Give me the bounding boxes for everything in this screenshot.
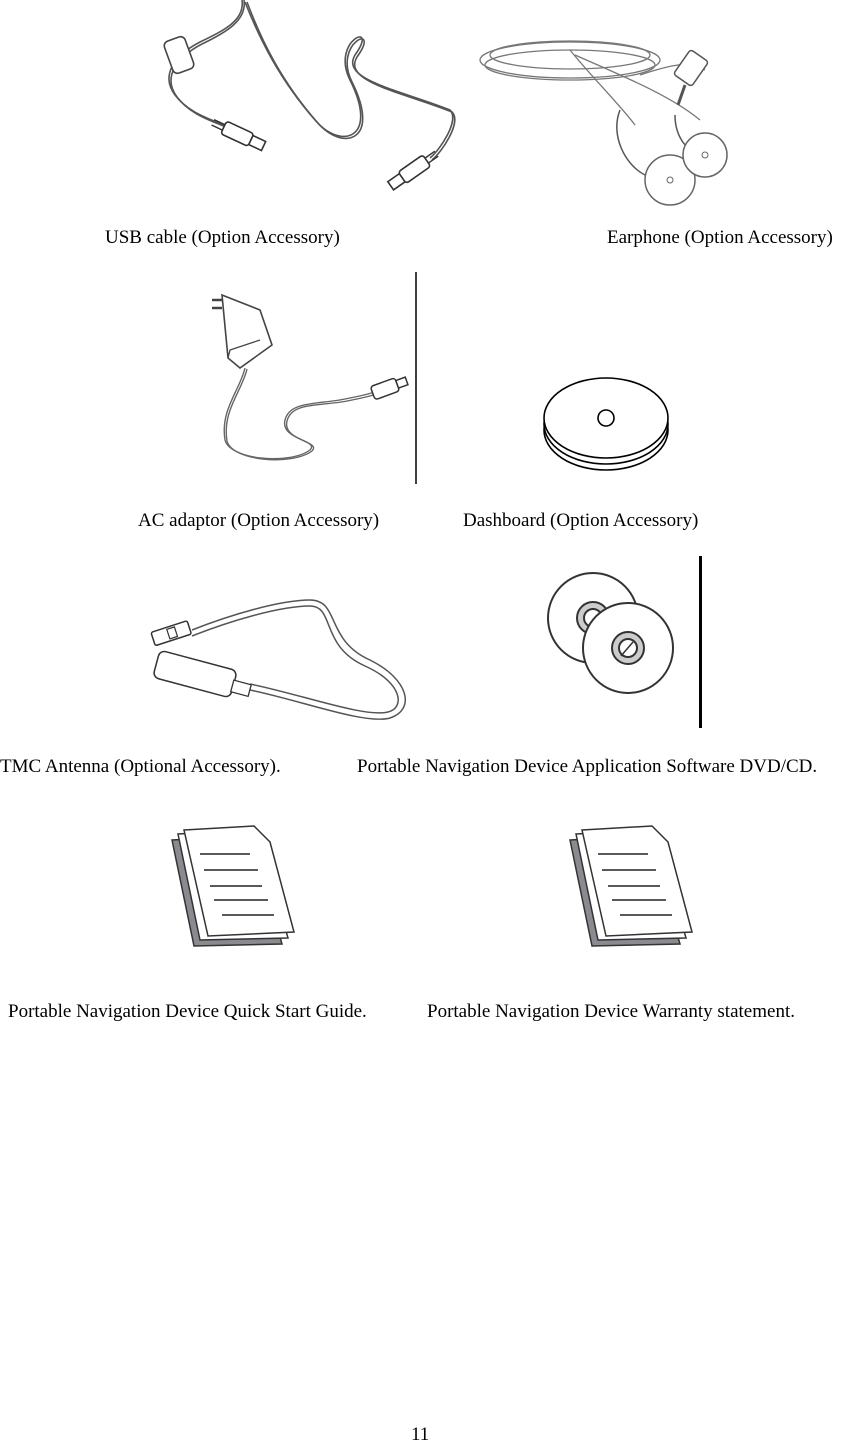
- quick-start-guide-caption: Portable Navigation Device Quick Start Guide.: [8, 1001, 367, 1022]
- usb-cable-icon: [150, 0, 470, 205]
- ac-adaptor-caption: AC adaptor (Option Accessory): [138, 510, 380, 531]
- document-icon: [568, 822, 698, 952]
- dashboard-caption: Dashboard (Option Accessory): [463, 510, 699, 531]
- tmc-antenna-icon: [150, 590, 415, 730]
- dvd-cd-icon: [545, 570, 680, 700]
- dashboard-disc-icon: [538, 358, 674, 478]
- page-number: 11: [411, 1424, 430, 1445]
- software-dvd-caption: Portable Navigation Device Application Software DVD/CD.: [357, 756, 818, 777]
- usb-cable-caption: USB cable (Option Accessory): [105, 227, 340, 248]
- document-icon: [170, 822, 300, 952]
- earphone-icon: [470, 15, 730, 210]
- divider-line: [698, 556, 703, 728]
- earphone-caption: Earphone (Option Accessory): [607, 227, 833, 248]
- warranty-statement-caption: Portable Navigation Device Warranty statement.: [427, 1001, 795, 1022]
- tmc-antenna-caption: TMC Antenna (Optional Accessory).: [0, 756, 281, 777]
- ac-adaptor-icon: [200, 290, 415, 475]
- divider-line: [414, 272, 418, 484]
